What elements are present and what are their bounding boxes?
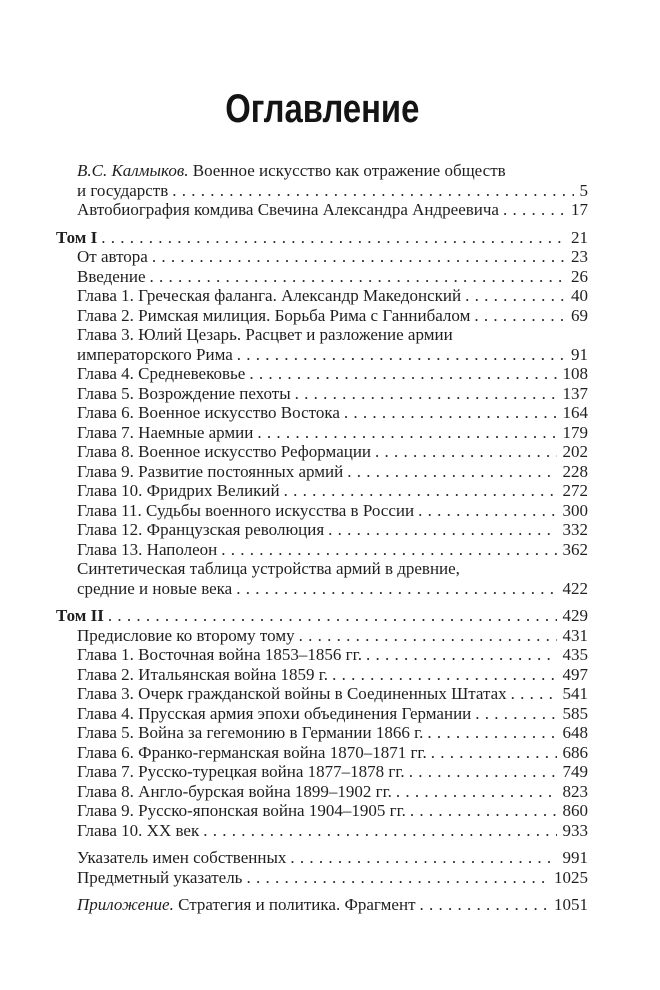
toc-page-number: 5 bbox=[579, 180, 588, 200]
toc-leader-dots bbox=[291, 384, 557, 404]
toc-leader-dots bbox=[362, 645, 557, 665]
toc-leader-dots bbox=[340, 403, 557, 423]
toc-entry-label bbox=[77, 423, 253, 443]
toc-entry-text: Предисловие ко второму тому bbox=[77, 625, 295, 645]
toc-entry-label bbox=[77, 345, 233, 365]
toc-page-number: 26 bbox=[571, 266, 588, 286]
toc-page-number: 17 bbox=[571, 200, 588, 219]
toc-page-number: 823 bbox=[562, 781, 588, 801]
toc-page-number: 332 bbox=[562, 520, 588, 539]
toc-entry-text: Синтетическая таблица устройства армий в древние, bbox=[77, 559, 460, 578]
toc-entry-text: Глава 13. Наполеон bbox=[77, 539, 218, 559]
toc-entry-text: Глава 10. XX век bbox=[77, 820, 200, 840]
toc-entry-label bbox=[77, 684, 507, 704]
toc-entry-text: Глава 5. Возрождение пехоты bbox=[77, 383, 291, 403]
toc-page-number: 23 bbox=[571, 247, 588, 266]
toc-row bbox=[56, 626, 588, 646]
toc-page-number: 497 bbox=[562, 664, 588, 684]
toc-page-number: 1025 bbox=[554, 867, 588, 887]
page-title: Оглавление bbox=[224, 87, 420, 131]
toc-leader-dots bbox=[416, 895, 549, 915]
toc-row bbox=[56, 520, 588, 540]
toc-entry-label bbox=[77, 645, 362, 665]
toc-leader-dots bbox=[233, 345, 565, 365]
toc-row bbox=[56, 895, 588, 915]
toc-entry-label bbox=[77, 782, 392, 802]
toc-page-number: 21 bbox=[571, 227, 588, 247]
toc-entry-text: Глава 5. Война за гегемонию в Германии 1866 г. bbox=[77, 723, 424, 742]
toc-entry-label bbox=[77, 801, 406, 821]
toc-entry-text: Глава 2. Римская милиция. Борьба Рима с Ганнибалом bbox=[77, 305, 471, 325]
toc-row bbox=[56, 665, 588, 685]
toc-entry-text: Глава 8. Военное искусство Реформации bbox=[77, 442, 372, 461]
toc-row bbox=[56, 200, 588, 220]
toc-leader-dots bbox=[392, 782, 557, 802]
toc-row bbox=[56, 848, 588, 868]
toc-row bbox=[56, 801, 588, 821]
toc-entry-text: Глава 9. Развитие постоянных армий bbox=[77, 461, 344, 481]
toc-entry-label bbox=[56, 228, 97, 248]
toc-entry-text: Глава 4. Средневековье bbox=[77, 364, 246, 383]
toc-entry-text: Автобиография комдива Свечина Александра Андреевича bbox=[77, 200, 499, 219]
toc-page-number: 272 bbox=[562, 481, 588, 500]
toc-leader-dots bbox=[471, 704, 556, 724]
toc-entry-text: Глава 3. Очерк гражданской войны в Соединенных Штатах bbox=[77, 684, 507, 703]
table-of-contents bbox=[56, 161, 588, 915]
toc-row bbox=[56, 606, 588, 626]
toc-entry-label bbox=[77, 540, 217, 560]
toc-entry-prefix: В.С. Калмыков. bbox=[77, 161, 189, 180]
toc-row bbox=[56, 684, 588, 704]
toc-entry-label bbox=[77, 286, 461, 306]
toc-entry-label bbox=[77, 267, 146, 287]
toc-leader-dots bbox=[405, 762, 557, 782]
toc-entry-label bbox=[77, 462, 343, 482]
toc-page-number: 431 bbox=[562, 625, 588, 645]
toc-entry-label bbox=[77, 723, 423, 743]
toc-page-number: 860 bbox=[562, 801, 588, 820]
toc-entry-label bbox=[77, 626, 295, 646]
toc-entry-label bbox=[77, 704, 471, 724]
toc-page-number: 69 bbox=[571, 305, 588, 325]
toc-leader-dots bbox=[199, 821, 556, 841]
toc-page-number: 541 bbox=[562, 684, 588, 703]
toc-leader-dots bbox=[295, 626, 557, 646]
toc-row bbox=[56, 462, 588, 482]
toc-leader-dots bbox=[427, 743, 557, 763]
toc-page-number: 91 bbox=[571, 344, 588, 364]
toc-page-number: 648 bbox=[562, 723, 588, 742]
toc-entry-text: Военное искусство как отражение обществ bbox=[188, 161, 506, 180]
toc-row bbox=[56, 501, 588, 521]
toc-page-number: 164 bbox=[562, 403, 588, 422]
toc-leader-dots bbox=[324, 520, 556, 540]
toc-page-number: 1051 bbox=[554, 895, 588, 914]
toc-entry-label bbox=[56, 606, 104, 626]
toc-row bbox=[56, 559, 588, 579]
toc-row bbox=[56, 704, 588, 724]
toc-entry-text: и государств bbox=[77, 180, 169, 200]
toc-page-number: 585 bbox=[562, 703, 588, 723]
toc-leader-dots bbox=[148, 247, 565, 267]
toc-page-number: 429 bbox=[562, 606, 588, 625]
toc-page-number: 991 bbox=[562, 848, 588, 867]
toc-entry-prefix: Приложение. bbox=[77, 895, 174, 914]
toc-entry-label bbox=[77, 559, 460, 579]
toc-entry-text: Указатель имен собственных bbox=[77, 848, 287, 867]
toc-row bbox=[56, 161, 588, 181]
toc-row bbox=[56, 782, 588, 802]
toc-leader-dots bbox=[499, 200, 565, 220]
toc-entry-text: Глава 12. Французская революция bbox=[77, 520, 325, 539]
toc-page-number: 933 bbox=[562, 820, 588, 840]
toc-row bbox=[56, 423, 588, 443]
toc-leader-dots bbox=[423, 723, 556, 743]
toc-row bbox=[56, 384, 588, 404]
toc-page-number: 228 bbox=[562, 461, 588, 481]
toc-entry-label bbox=[77, 247, 148, 267]
toc-page-number: 179 bbox=[562, 422, 588, 442]
page-title-block bbox=[56, 0, 588, 130]
toc-entry-text: Введение bbox=[77, 266, 146, 286]
toc-entry-text: Глава 9. Русско-японская война 1904–1905 гг. bbox=[77, 801, 406, 820]
toc-page-number: 137 bbox=[562, 383, 588, 403]
toc-leader-dots bbox=[406, 801, 557, 821]
toc-row bbox=[56, 306, 588, 326]
toc-entry-text: Стратегия и политика. Фрагмент bbox=[173, 895, 416, 914]
toc-row bbox=[56, 267, 588, 287]
toc-entry-label bbox=[77, 848, 286, 868]
toc-entry-label bbox=[77, 325, 453, 345]
toc-leader-dots bbox=[343, 462, 556, 482]
toc-entry-label bbox=[77, 501, 414, 521]
toc-row bbox=[56, 228, 588, 248]
toc-leader-dots bbox=[168, 181, 573, 201]
toc-leader-dots bbox=[97, 228, 565, 248]
toc-leader-dots bbox=[328, 665, 556, 685]
toc-entry-label bbox=[77, 200, 499, 220]
toc-leader-dots bbox=[414, 501, 556, 521]
toc-entry-label bbox=[77, 364, 245, 384]
toc-row bbox=[56, 540, 588, 560]
toc-entry-label bbox=[77, 579, 232, 599]
toc-page-number: 422 bbox=[562, 578, 588, 598]
toc-entry-label bbox=[77, 895, 416, 915]
toc-entry-label bbox=[77, 665, 328, 685]
toc-entry-text: императорского Рима bbox=[77, 344, 233, 364]
toc-entry-label bbox=[77, 762, 405, 782]
toc-entry-label bbox=[77, 442, 371, 462]
toc-page-number: 202 bbox=[562, 442, 588, 461]
toc-entry-text: Глава 8. Англо-бурская война 1899–1902 гг. bbox=[77, 781, 392, 801]
toc-row bbox=[56, 286, 588, 306]
toc-entry-text: Глава 7. Русско-турецкая война 1877–1878 гг. bbox=[77, 762, 405, 781]
toc-entry-text: Глава 3. Юлий Цезарь. Расцвет и разложение армии bbox=[77, 325, 453, 344]
toc-entry-text: Глава 10. Фридрих Великий bbox=[77, 481, 280, 500]
toc-leader-dots bbox=[146, 267, 565, 287]
toc-row bbox=[56, 481, 588, 501]
toc-leader-dots bbox=[461, 286, 565, 306]
toc-entry-label bbox=[77, 481, 280, 501]
toc-leader-dots bbox=[507, 684, 557, 704]
toc-entry-text: Том II bbox=[56, 606, 104, 625]
toc-row bbox=[56, 645, 588, 665]
toc-leader-dots bbox=[253, 423, 556, 443]
toc-entry-label bbox=[77, 306, 470, 326]
toc-row bbox=[56, 442, 588, 462]
toc-page-number: 362 bbox=[562, 539, 588, 559]
toc-row bbox=[56, 345, 588, 365]
toc-row bbox=[56, 743, 588, 763]
toc-page-number: 435 bbox=[562, 645, 588, 664]
toc-entry-text: От автора bbox=[77, 247, 148, 266]
toc-leader-dots bbox=[245, 364, 556, 384]
toc-page-number: 40 bbox=[571, 286, 588, 305]
toc-entry-label bbox=[77, 161, 506, 181]
toc-entry-text: Глава 6. Военное искусство Востока bbox=[77, 403, 340, 422]
toc-row bbox=[56, 325, 588, 345]
toc-entry-label bbox=[77, 743, 427, 763]
toc-entry-label bbox=[77, 868, 242, 888]
toc-entry-text: средние и новые века bbox=[77, 578, 233, 598]
toc-entry-text: Глава 11. Судьбы военного искусства в России bbox=[77, 500, 415, 520]
toc-entry-text: Глава 4. Прусская армия эпохи объединения Германии bbox=[77, 703, 472, 723]
toc-page-number: 749 bbox=[562, 762, 588, 781]
toc-row bbox=[56, 579, 588, 599]
toc-entry-label bbox=[77, 520, 324, 540]
toc-entry-text: Глава 2. Итальянская война 1859 г. bbox=[77, 664, 329, 684]
toc-leader-dots bbox=[470, 306, 565, 326]
toc-leader-dots bbox=[371, 442, 556, 462]
toc-entry-label bbox=[77, 181, 168, 201]
toc-entry-label bbox=[77, 821, 199, 841]
toc-row bbox=[56, 247, 588, 267]
toc-entry-label bbox=[77, 384, 291, 404]
toc-entry-text: Предметный указатель bbox=[77, 867, 243, 887]
toc-row bbox=[56, 403, 588, 423]
toc-row bbox=[56, 723, 588, 743]
toc-entry-text: Глава 7. Наемные армии bbox=[77, 422, 254, 442]
toc-row bbox=[56, 181, 588, 201]
toc-leader-dots bbox=[286, 848, 556, 868]
toc-leader-dots bbox=[280, 481, 557, 501]
toc-page-number: 108 bbox=[562, 364, 588, 383]
toc-entry-text: Глава 6. Франко-германская война 1870–1871 гг. bbox=[77, 742, 427, 762]
toc-leader-dots bbox=[232, 579, 556, 599]
toc-entry-text: Глава 1. Восточная война 1853–1856 гг. bbox=[77, 645, 362, 664]
toc-row bbox=[56, 364, 588, 384]
toc-row bbox=[56, 868, 588, 888]
toc-entry-label bbox=[77, 403, 340, 423]
toc-row bbox=[56, 762, 588, 782]
toc-leader-dots bbox=[217, 540, 556, 560]
toc-page-number: 300 bbox=[562, 500, 588, 520]
toc-entry-text: Том I bbox=[56, 227, 98, 247]
toc-leader-dots bbox=[242, 868, 548, 888]
toc-page-number: 686 bbox=[562, 742, 588, 762]
toc-entry-text: Глава 1. Греческая фаланга. Александр Македонский bbox=[77, 286, 462, 305]
toc-leader-dots bbox=[104, 606, 557, 626]
toc-row bbox=[56, 821, 588, 841]
